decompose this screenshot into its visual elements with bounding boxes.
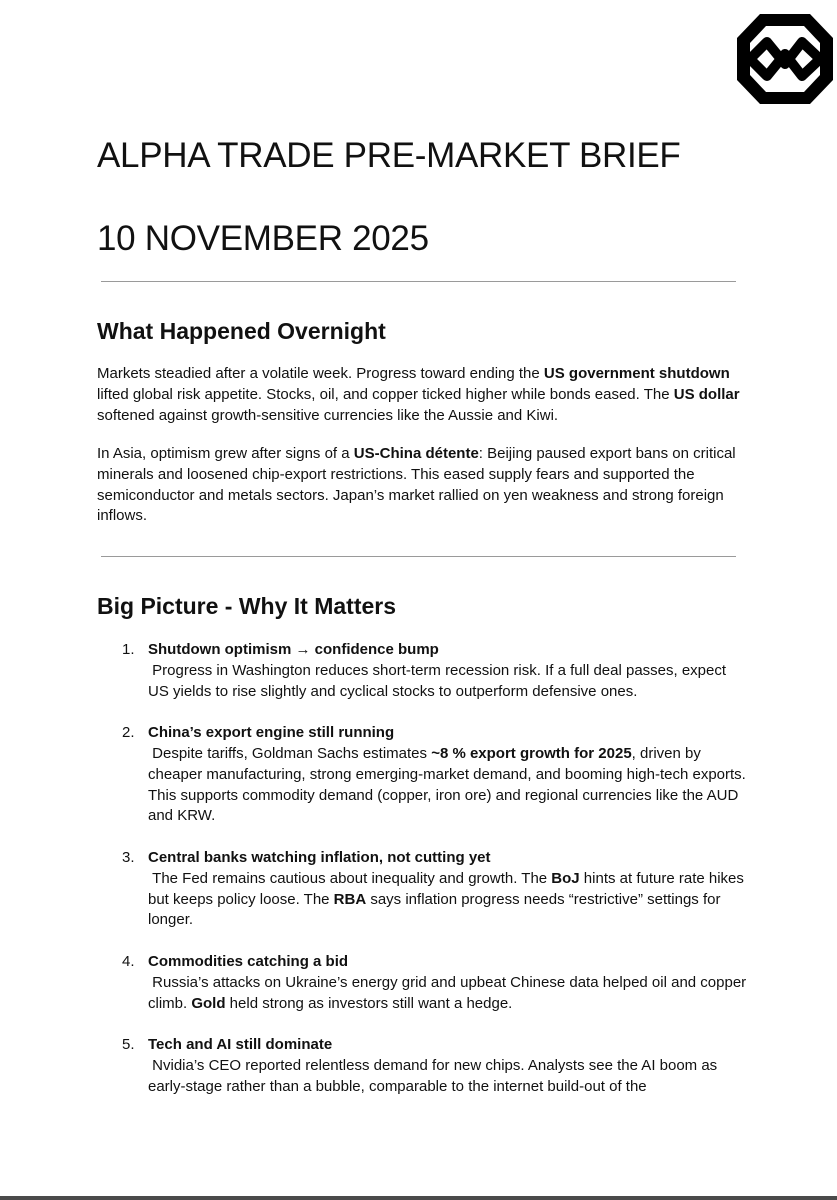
list-number: 1. (122, 641, 135, 658)
list-item (97, 848, 747, 931)
page-bottom-border (0, 1196, 837, 1200)
list-item-body: The Fed remains cautious about inequality and growth. The BoJ hints at future rate hikes but keeps policy loose. The RBA says inflation progress needs “restrictive” settings for longer. (148, 869, 744, 929)
list-item-title: Shutdown optimism → confidence bump (148, 641, 439, 658)
list-item-body: Despite tariffs, Goldman Sachs estimates ~8 % export growth for 2025, driven by cheaper manufacturing, strong emerging‑market demand, and booming high‑tech exports. This supports commodity demand (copper, iron ore) and regional currencies like the AUD and KRW. (148, 744, 746, 825)
list-item-title: Central banks watching inflation, not cutting yet (148, 848, 491, 866)
divider-top (101, 281, 736, 282)
section-heading-overnight: What Happened Overnight (97, 318, 386, 344)
alpha-trade-logo-icon (734, 8, 836, 110)
list-item-body: Progress in Washington reduces short‑term recession risk. If a full deal passes, expect US yields to rise slightly and cyclical stocks to outperform defensive ones. (148, 661, 727, 700)
report-title: ALPHA TRADE PRE-MARKET BRIEF (97, 136, 681, 175)
list-item (97, 723, 747, 827)
divider-middle (101, 556, 736, 557)
overnight-paragraph-2: In Asia, optimism grew after signs of a US-China détente: Beijing paused export bans on critical minerals and loosened chip‑export restrictions. This eased supply fears and supported the semiconductor and metals sectors. Japan’s market rallied on yen weakness and strong foreign inflows. (97, 445, 736, 525)
overnight-paragraph-1: Markets steadied after a volatile week. Progress toward ending the US government shutdown lifted global risk appetite. Stocks, oil, and copper ticked higher while bonds eased. The US dollar softened against growth‑sensitive currencies like the Aussie and Kiwi. (97, 365, 740, 424)
list-item-title: Commodities catching a bid (148, 952, 349, 970)
list-item-body: Nvidia’s CEO reported relentless demand for new chips. Analysts see the AI boom as early‑stage rather than a bubble, comparable to the internet build‑out of the (148, 1056, 718, 1095)
list-item (97, 1035, 747, 1097)
report-date: 10 NOVEMBER 2025 (97, 219, 429, 258)
big-picture-list (97, 640, 747, 1098)
list-number: 4. (122, 952, 135, 970)
list-number: 3. (122, 848, 135, 866)
list-item-title: Tech and AI still dominate (148, 1036, 333, 1054)
list-item (97, 952, 747, 1014)
section-heading-big-picture: Big Picture - Why It Matters (97, 593, 397, 619)
list-item-title: China’s export engine still running (148, 724, 395, 742)
list-number: 5. (122, 1036, 135, 1054)
list-number: 2. (122, 724, 135, 742)
list-item-body: Russia’s attacks on Ukraine’s energy grid and upbeat Chinese data helped oil and copper climb. Gold held strong as investors still want a hedge. (148, 973, 747, 1012)
list-item (97, 640, 747, 702)
